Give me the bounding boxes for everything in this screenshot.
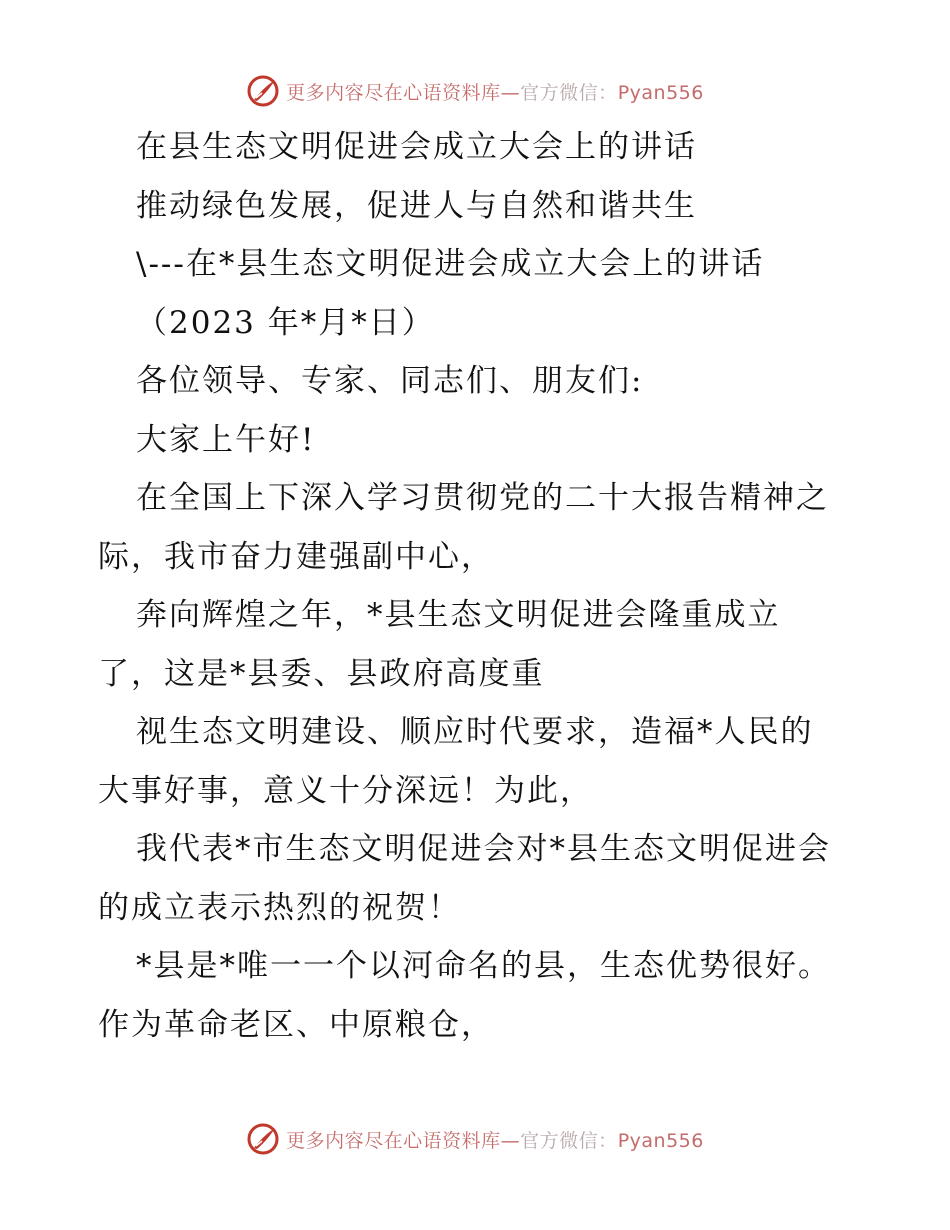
paragraph-line: 的成立表示热烈的祝贺！ <box>98 889 461 926</box>
watermark-wechat-id: Pyan556 <box>617 1129 704 1152</box>
watermark-brand: 更多内容尽在心语资料库 <box>286 1129 501 1152</box>
quill-pen-seal-icon <box>246 74 280 108</box>
speech-title: 在县生态文明促进会成立大会上的讲话 <box>136 129 697 165</box>
quill-pen-seal-icon <box>246 1122 280 1156</box>
watermark-separator: — <box>500 81 521 104</box>
paragraph-line: 在全国上下深入学习贯彻党的二十大报告精神之 <box>136 480 829 516</box>
paragraph-line: 了，这是*县委、县政府高度重 <box>98 655 545 692</box>
document-body <box>98 118 858 1054</box>
watermark-wechat-label: 官方微信： <box>520 81 618 104</box>
greeting: 大家上午好! <box>136 421 316 458</box>
paragraph-line: 际，我市奋力建强副中心， <box>98 538 494 575</box>
watermark-wechat-label: 官方微信： <box>520 1129 618 1152</box>
paragraph-line: 作为革命老区、中原粮仓， <box>98 1006 494 1043</box>
footer-watermark <box>0 1119 950 1159</box>
paragraph-line: 奔向辉煌之年，*县生态文明促进会隆重成立 <box>136 597 781 633</box>
speech-subtitle: 推动绿色发展，促进人与自然和谐共生 <box>136 187 697 224</box>
watermark-separator: — <box>500 1129 521 1152</box>
speech-date: （2023 年*月*日） <box>136 304 435 341</box>
watermark-brand: 更多内容尽在心语资料库 <box>286 81 501 104</box>
speech-occasion: \---在*县生态文明促进会成立大会上的讲话 <box>136 246 765 282</box>
paragraph-line: 大事好事，意义十分深远！为此， <box>98 772 593 809</box>
paragraph-line: *县是*唯一一个以河命名的县，生态优势很好。 <box>136 948 831 984</box>
watermark-text <box>286 1126 704 1153</box>
salutation: 各位领导、专家、同志们、朋友们: <box>136 363 644 399</box>
header-watermark <box>0 71 950 111</box>
watermark-text <box>286 78 704 105</box>
paragraph-line: 视生态文明建设、顺应时代要求，造福*人民的 <box>136 714 814 750</box>
paragraph-line: 我代表*市生态文明促进会对*县生态文明促进会 <box>136 831 831 867</box>
watermark-wechat-id: Pyan556 <box>617 81 704 104</box>
